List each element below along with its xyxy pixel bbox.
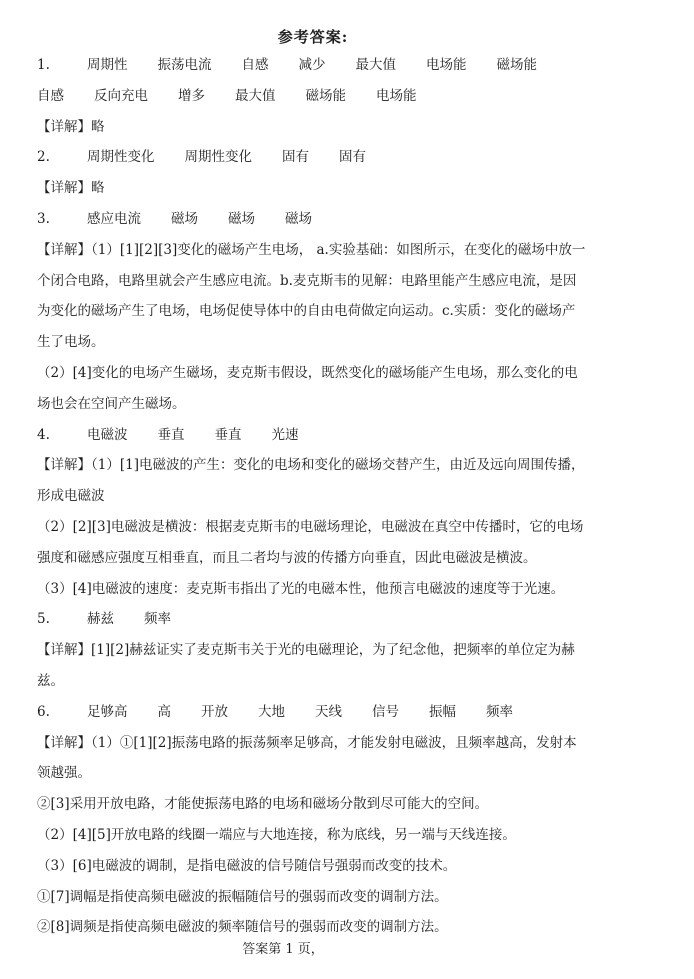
answer-blank-value: 赫兹 — [87, 611, 114, 628]
explanation-line: ②[3]采用开放电路，才能使振荡电路的电场和磁场分散到尽可能大的空间。 — [37, 796, 489, 813]
answer-blank-value: 周期性变化 — [184, 149, 252, 166]
explanation-line: （2）[4]变化的电场产生磁场，麦克斯韦假设，既然变化的磁场能产生电场，那么变化的电 — [37, 364, 578, 381]
answer-blank-value: 固有 — [282, 149, 309, 166]
explanation-line: 【详解】[1][2]赫兹证实了麦克斯韦关于光的电磁理论，为了纪念他，把频率的单位定为赫 — [37, 642, 575, 659]
answer-blank-value: 磁场能 — [496, 57, 537, 73]
answer-blank-value: 高 — [157, 703, 171, 720]
explanation-line: 生了电场。 — [37, 334, 105, 351]
question-number: 2. — [37, 149, 50, 166]
answer-blank-value: 反向充电 — [94, 87, 148, 104]
explanation-line: 个闭合电路，电路里就会产生感应电流。b.麦克斯韦的见解：电路里能产生感应电流，是因 — [37, 272, 577, 289]
explanation-line: 为变化的磁场产生了电场，电场促使导体中的自由电荷做定向运动。c.实质：变化的磁场产 — [37, 303, 576, 320]
answer-blank-value: 信号 — [372, 703, 399, 720]
answer-blank-value: 增多 — [178, 87, 205, 104]
answer-blank-value: 减少 — [298, 57, 326, 73]
explanation-line: （2）[4][5]开放电路的线圈一端应与大地连接，称为底线，另一端与天线连接。 — [37, 826, 516, 843]
answer-blank-value: 天线 — [315, 703, 342, 720]
answer-blank-value: 最大值 — [235, 87, 276, 104]
answer-line — [37, 604, 597, 635]
question-number: 3. — [37, 210, 50, 227]
answer-blank-value: 磁场 — [171, 210, 198, 227]
answer-blank-value: 磁场 — [228, 210, 255, 227]
explanation-line: 【详解】略 — [37, 180, 105, 197]
explanation-line: （3）[4]电磁波的速度：麦克斯韦指出了光的电磁本性，他预言电磁波的速度等于光速。 — [37, 580, 565, 597]
answer-blank-value: 周期性 — [87, 57, 128, 73]
answer-blank-value: 频率 — [486, 703, 513, 720]
answer-blank-value: 大地 — [258, 703, 285, 720]
answer-blank-value: 磁场 — [285, 210, 312, 227]
answer-blank-value: 频率 — [144, 611, 171, 628]
explanation-line: 领越强。 — [37, 765, 91, 782]
explanation-line: （3）[6]电磁波的调制，是指电磁波的信号随信号强弱而改变的技术。 — [37, 857, 457, 874]
answer-line — [37, 204, 597, 235]
answer-blank-value: 电磁波 — [87, 426, 128, 443]
answer-blank-value: 振荡电流 — [157, 57, 212, 73]
page-title: 参考答案: — [277, 28, 349, 46]
answer-blank-value: 固有 — [339, 149, 366, 166]
explanation-line: 兹。 — [37, 672, 64, 689]
explanation-line: （2）[2][3]电磁波是横波：根据麦克斯韦的电磁场理论，电磁波在真空中传播时，它的电场 — [37, 518, 584, 535]
question-number: 1. — [37, 57, 50, 73]
answer-blank-value: 磁场能 — [305, 87, 346, 104]
explanation-line: 【详解】略 — [37, 118, 105, 135]
answer-blank-value: 振幅 — [429, 703, 456, 720]
answer-blank-value: 周期性变化 — [87, 149, 155, 166]
answer-blank-value: 最大值 — [355, 57, 396, 73]
question-number: 6. — [37, 703, 50, 720]
answer-blank-value: 电场能 — [426, 57, 467, 73]
answer-blank-value: 足够高 — [87, 703, 128, 720]
answer-line-continuation — [37, 81, 597, 112]
explanation-line: 【详解】（1）[1][2][3]变化的磁场产生电场， a.实验基础：如图所示，在变化的磁场中放一 — [37, 241, 586, 258]
explanation-line: 【详解】（1）①[1][2]振荡电路的振荡频率足够高，才能发射电磁波，且频率越高，发射本 — [37, 734, 577, 751]
answer-blank-value: 开放 — [201, 703, 228, 720]
explanation-line: 强度和磁感应强度互相垂直，而且二者均与波的传播方向垂直，因此电磁波是横波。 — [37, 549, 537, 566]
explanation-line: ②[8]调频是指使高频电磁波的频率随信号的强弱而改变的调制方法。 — [37, 919, 448, 936]
answer-blank-value: 垂直 — [214, 426, 242, 443]
answer-blank-value: 电场能 — [376, 87, 417, 104]
answer-line — [37, 420, 597, 451]
document-page — [37, 26, 597, 943]
answer-line — [37, 697, 597, 728]
answer-line — [37, 50, 597, 81]
answer-blank-value: 自感 — [37, 87, 64, 104]
question-number: 4. — [37, 426, 50, 443]
explanation-line: ①[7]调幅是指使高频电磁波的振幅随信号的强弱而改变的调制方法。 — [37, 888, 448, 905]
answer-blank-value: 自感 — [241, 57, 269, 73]
explanation-line: 【详解】（1）[1]电磁波的产生：变化的电场和变化的磁场交替产生，由近及远向周围传播， — [37, 457, 585, 474]
answer-blank-value: 感应电流 — [87, 210, 141, 227]
answer-content — [37, 50, 597, 943]
explanation-line: 形成电磁波 — [37, 488, 105, 505]
explanation-line: 场也会在空间产生磁场。 — [37, 395, 186, 412]
page-footer: 答案第 1 页， — [242, 942, 324, 957]
answer-line — [37, 142, 597, 173]
answer-blank-value: 光速 — [271, 426, 299, 443]
question-number: 5. — [37, 611, 50, 628]
answer-blank-value: 垂直 — [157, 426, 185, 443]
